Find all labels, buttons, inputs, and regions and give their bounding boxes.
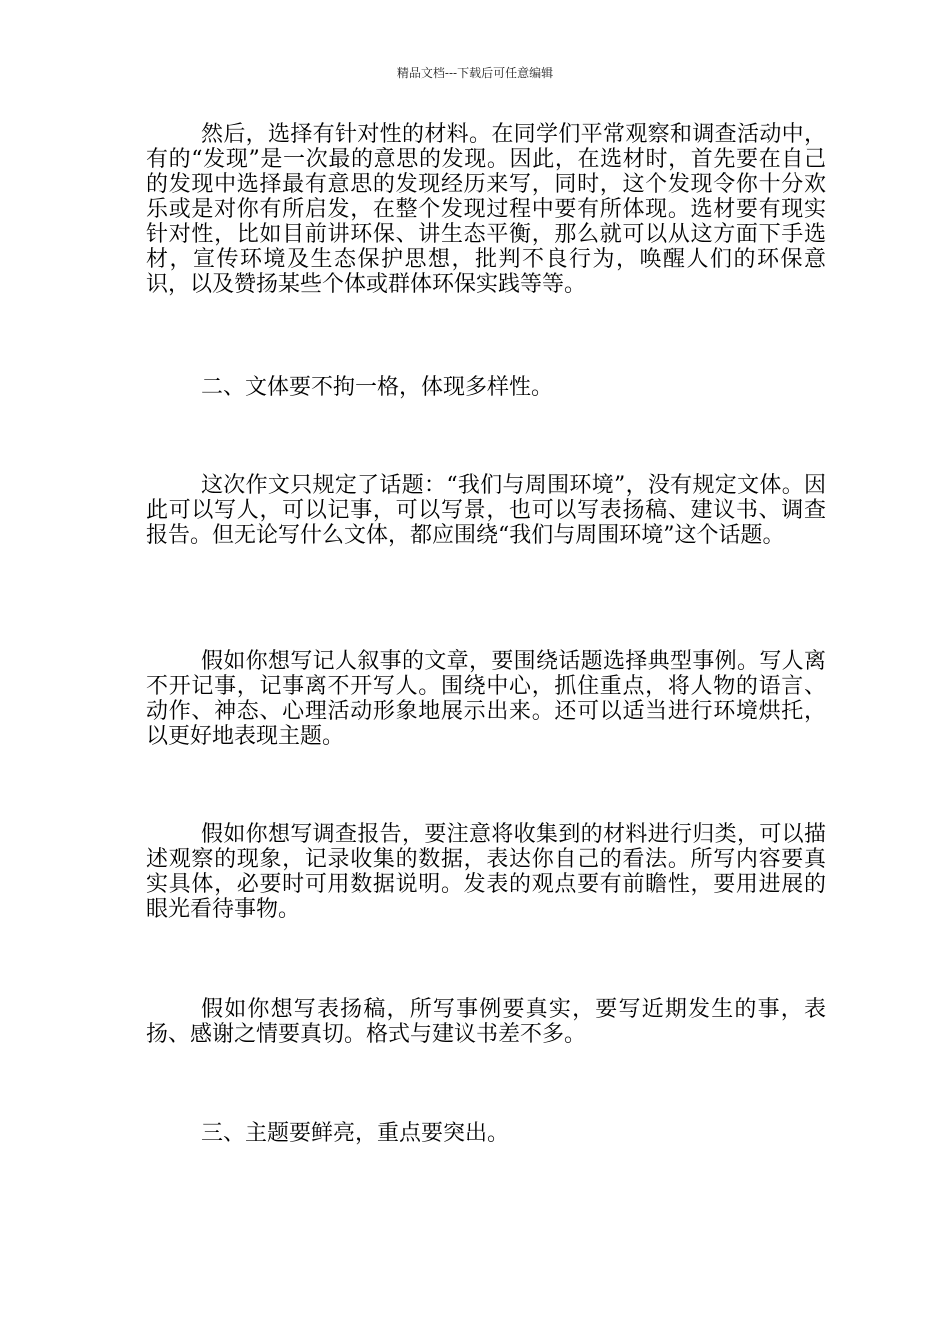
paragraph-narrative: 假如你想写记人叙事的文章，要围绕话题选择典型事例。写人离不开记事，记事离不开写人。围绕中心，抓住重点，将人物的语言、动作、神态、心理活动形象地展示出来。还可以适当进行环境烘托，以更好地表现主题。 bbox=[146, 649, 826, 749]
section-heading-3: 三、主题要鲜亮，重点要突出。 bbox=[201, 1121, 510, 1146]
paragraph-genre: 这次作文只规定了话题：“我们与周围环境”，没有规定文体。因此可以写人，可以记事，可以写景，也可以写表扬稿、建议书、调查报告。但无论写什么文体，都应围绕“我们与周围环境”这个话题。 bbox=[146, 473, 826, 548]
section-heading-2: 二、文体要不拘一格，体现多样性。 bbox=[201, 375, 554, 400]
paragraph-commendation: 假如你想写表扬稿，所写事例要真实，要写近期发生的事，表扬、感谢之情要真切。格式与建议书差不多。 bbox=[146, 997, 826, 1047]
page-header: 精品文档---下载后可任意编辑 bbox=[396, 66, 554, 80]
paragraph-survey-report: 假如你想写调查报告，要注意将收集到的材料进行归类，可以描述观察的现象，记录收集的数据，表达你自己的看法。所写内容要真实具体，必要时可用数据说明。发表的观点要有前瞻性，要用进展的眼光看待事物。 bbox=[146, 822, 826, 922]
paragraph-material-selection: 然后，选择有针对性的材料。在同学们平常观察和调查活动中，有的“发现”是一次最的意思的发现。因此，在选材时，首先要在自己的发现中选择最有意思的发现经历来写，同时，这个发现令你十分欢乐或是对你有所启发，在整个发现过程中要有所体现。选材要有现实针对性，比如目前讲环保、讲生态平衡，那么就可以从这方面下手选材，宣传环境及生态保护思想，批判不良行为，唤醒人们的环保意识，以及赞扬某些个体或群体环保实践等等。 bbox=[146, 122, 826, 297]
